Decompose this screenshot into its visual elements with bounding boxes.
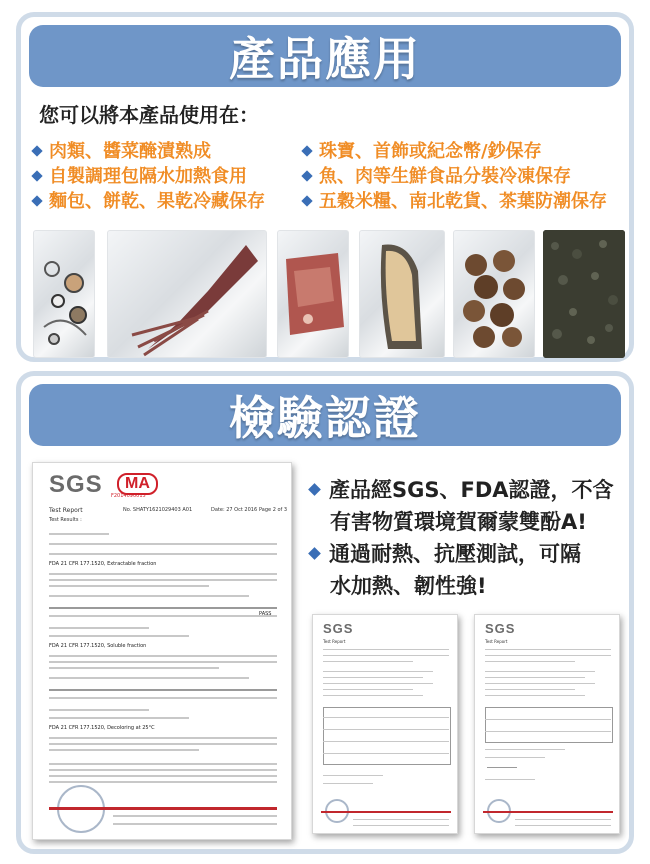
diamond-bullet-icon — [31, 170, 42, 181]
claim-item-continuation: 水加熱、韌性強! — [330, 574, 487, 598]
section-soluble: FDA 21 CFR 177.1520, Soluble fraction — [49, 643, 147, 649]
fish-bag-photo — [359, 230, 445, 358]
section-extractable: FDA 21 CFR 177.1520, Extractable fraction — [49, 561, 157, 567]
application-list-left — [29, 139, 265, 214]
application-list-right — [299, 139, 607, 214]
diamond-bullet-icon — [308, 483, 321, 496]
diamond-bullet-icon — [301, 145, 312, 156]
sgs-logo: SGS — [485, 621, 516, 636]
list-item: 自製調理包隔水加熱食用 — [29, 164, 265, 189]
report-number: No. SHATY1621029403 A01 — [123, 507, 193, 513]
diamond-bullet-icon — [31, 195, 42, 206]
claim-item: 通過耐熱、抗壓測試，可隔 — [308, 538, 614, 570]
claim-item-continuation: 有害物質環境賀爾蒙雙酚A! — [330, 510, 587, 534]
diamond-bullet-icon — [308, 547, 321, 560]
report-page: Page 2 of 3 — [259, 507, 288, 513]
ma-badge-icon: MA — [117, 473, 158, 495]
jewelry-bag-photo — [33, 230, 95, 358]
diamond-bullet-icon — [301, 195, 312, 206]
section-banner-application: 產品應用 — [29, 25, 621, 87]
mushroom-bag-photo — [453, 230, 535, 358]
list-item: 珠寶、首飾或紀念幣/鈔保存 — [299, 139, 607, 164]
certification-claims — [308, 474, 614, 602]
sgs-test-report-small-1 — [312, 614, 458, 834]
report-label: Test Report — [49, 507, 83, 514]
list-item: 五穀米糧、南北乾貨、茶葉防潮保存 — [299, 189, 607, 214]
section-banner-certification: 檢驗認證 — [29, 384, 621, 446]
sgs-logo: SGS — [323, 621, 354, 636]
report-label: Test Report — [485, 639, 508, 644]
report-table — [323, 707, 451, 765]
claim-item: 產品經SGS、FDA認證，不含 — [308, 474, 614, 506]
sgs-logo: SGS — [49, 471, 103, 498]
meat-bag-photo — [277, 230, 349, 358]
diamond-bullet-icon — [301, 170, 312, 181]
list-item: 肉類、醬菜醃漬熟成 — [29, 139, 265, 164]
tea-bag-photo — [543, 230, 625, 358]
results-label: Test Results : — [49, 517, 82, 523]
sgs-test-report-small-2 — [474, 614, 620, 834]
section-decoloring: FDA 21 CFR 177.1520, Decoloring at 25°C — [49, 725, 155, 731]
diamond-bullet-icon — [31, 145, 42, 156]
product-application-panel — [16, 12, 634, 362]
list-item: 麵包、餅乾、果乾冷藏保存 — [29, 189, 265, 214]
application-subtitle: 您可以將本產品使用在： — [39, 103, 259, 127]
report-label: Test Report — [323, 639, 346, 644]
ma-number: F2014090015 — [111, 493, 146, 499]
report-table — [485, 707, 613, 743]
sgs-test-report-main — [32, 462, 292, 840]
list-item: 魚、肉等生鮮食品分裝冷凍保存 — [299, 164, 607, 189]
report-date: Date: 27 Oct 2016 — [211, 507, 258, 513]
result-pass: PASS — [259, 611, 272, 617]
squid-bag-photo — [107, 230, 267, 358]
